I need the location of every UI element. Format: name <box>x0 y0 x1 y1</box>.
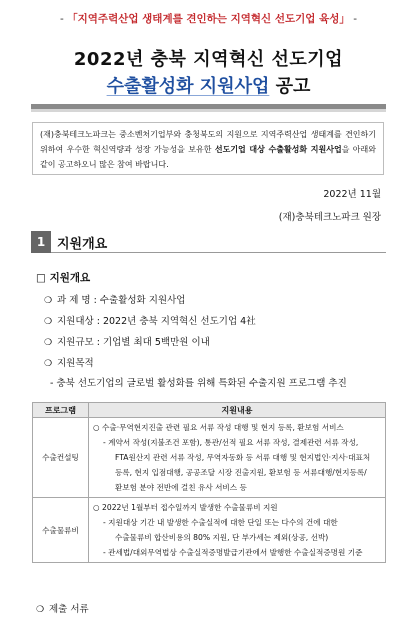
bullet-icon: ❍ <box>36 605 45 615</box>
overview-item-title <box>44 292 185 306</box>
page-title-line1: 2022년 충북 지역혁신 선도기업 <box>73 49 344 70</box>
program-table <box>32 402 386 563</box>
table-row <box>33 418 386 498</box>
overview-item-text: 지원규모 : 기업별 최대 5백만원 이내 <box>57 337 210 348</box>
overview-item-text: 지원목적 <box>57 358 94 369</box>
intro-text-2: 을 아래와 같이 공고하오니 많은 참여 바랍니다. <box>40 145 376 169</box>
page-title-highlight: 수출활성화 지원사업 <box>106 76 270 97</box>
section-underline <box>51 252 386 253</box>
submit-docs-label: 제출 서류 <box>49 604 89 615</box>
program-table-header-row <box>33 403 386 418</box>
content-line: ○ 2022년 1월부터 접수일까지 발생한 수출물류비 지원 <box>93 503 278 512</box>
overview-item-text: 과 제 명 : 수출활성화 지원사업 <box>57 295 186 306</box>
submit-docs-heading <box>36 601 89 615</box>
content-line: ○ 수출‧무역현지진출 관련 필요 서류 작성 대행 및 현지 등록, 환보험 서비스 <box>93 423 344 432</box>
overview-item-purpose <box>44 355 94 369</box>
slogan-dash-left: - <box>60 13 64 25</box>
content-line: - 계약서 작성(지불조건 포함), 통관/선적 필요 서류 작성, 결제관련 서류 작성, <box>103 438 359 447</box>
announcement-date: 2022년 11월 <box>323 189 381 200</box>
table-cell-content <box>89 418 386 498</box>
bullet-icon: ❍ <box>44 296 53 306</box>
slogan-text: 「지역주력산업 생태계를 견인하는 지역혁신 선도기업 육성」 <box>67 13 350 25</box>
content-line: 환보험 분야 전반에 걸친 유사 서비스 등 <box>115 483 247 492</box>
section-header <box>31 231 386 253</box>
table-cell-category: 수출물류비 <box>33 498 89 563</box>
overview-item-target <box>44 313 256 327</box>
table-row <box>33 498 386 563</box>
page-title-suffix: 공고 <box>269 76 311 97</box>
title-divider-light <box>31 109 386 112</box>
purpose-line-1: - 충북 선도기업의 글로벌 활성화를 위해 특화된 수출지원 프로그램 추진 <box>50 378 347 389</box>
content-line: FTA원산지 관련 서류 작성, 무역자동화 등 서류 대행 및 현지법인·지사·대표처 <box>115 453 371 462</box>
overview-heading: □ 지원개요 <box>36 272 91 284</box>
slogan-dash-right: - <box>353 13 357 25</box>
bullet-icon: ❍ <box>44 317 53 327</box>
section-title: 지원개요 <box>57 237 108 252</box>
overview-item-text: 지원대상 : 2022년 충북 지역혁신 선도기업 4社 <box>57 316 256 327</box>
table-cell-category: 수출컨설팅 <box>33 418 89 498</box>
bullet-icon: ❍ <box>44 359 53 369</box>
intro-text-bold: 선도기업 대상 수출활성화 지원사업 <box>214 145 342 154</box>
table-header-content: 지원내용 <box>89 403 386 418</box>
bullet-icon: ❍ <box>44 338 53 348</box>
section-number: 1 <box>31 231 51 253</box>
content-line: 등록, 현지 입점대행, 공공조달 시장 진출지원, 환보험 등 서류대행/현지등록/ <box>115 468 367 477</box>
intro-box <box>32 122 384 175</box>
table-cell-content <box>89 498 386 563</box>
content-line: - 지원대상 기간 내 발생한 수출실적에 대한 단일 또는 다수의 건에 대한 <box>103 518 338 527</box>
issuer: (재)충북테크노파크 원장 <box>278 212 381 223</box>
content-line: 수출물류비 합산비용의 80% 지원, 단 부가세는 제외(상공, 선박) <box>115 533 329 542</box>
table-header-program: 프로그램 <box>33 403 89 418</box>
page-title-line2 <box>0 72 417 98</box>
intro-text-1: (재)충북테크노파크는 중소벤처기업부와 충청북도의 지원으로 지역주력산업 생태계를 견인하기 위하여 우수한 혁신역량과 성장 가능성을 보유한 <box>40 130 376 154</box>
slogan <box>0 11 417 26</box>
overview-item-scale <box>44 334 210 348</box>
content-line: - 관세법/대외무역법상 수출실적증명발급기관에서 발행한 수출실적증명원 기준 <box>103 548 363 557</box>
